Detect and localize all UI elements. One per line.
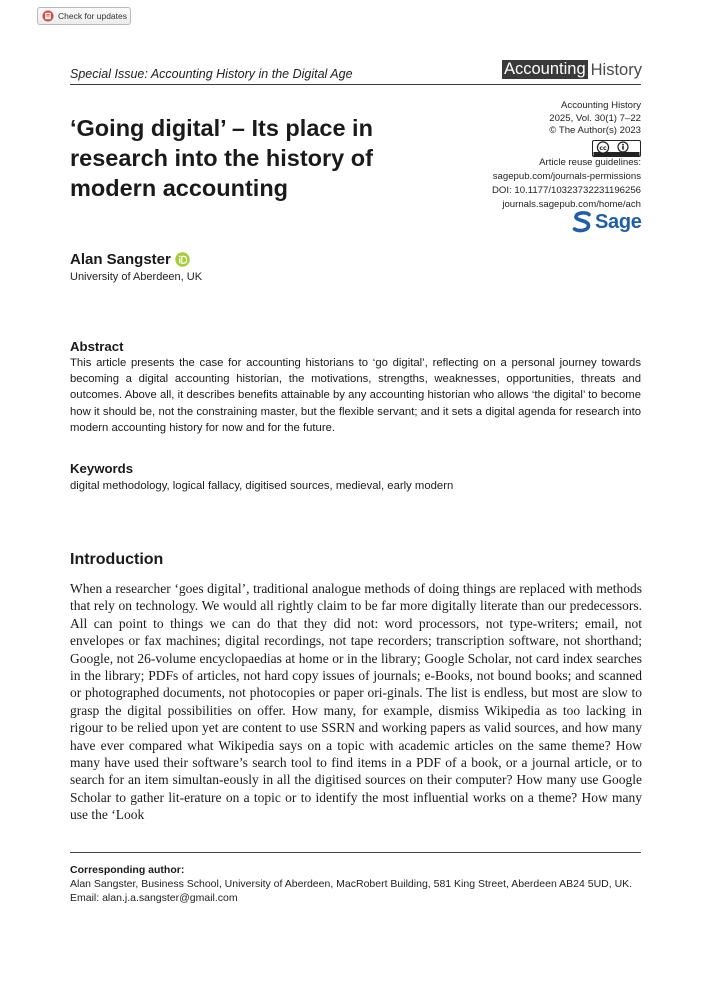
meta-journal: Accounting History xyxy=(561,100,641,111)
creative-commons-icon xyxy=(592,140,641,157)
article-meta xyxy=(549,100,641,138)
orcid-icon[interactable] xyxy=(175,252,190,267)
special-issue-label: Special Issue: Accounting History in the Digital Age xyxy=(70,67,353,81)
corresponding-email[interactable]: Email: alan.j.a.sangster@gmail.com xyxy=(70,891,238,904)
sage-logo-icon xyxy=(572,211,592,233)
abstract-text: This article presents the case for accounting historians to ‘go digital’, reflecting on a personal journey towards becoming a digital accounting historian, the motivations, strengths, weaknesses, opportunities, threats and outcomes. Above all, it describes benefits attainable by any accounting historian who allows ‘the digital’ to become how it should be, not the constraining master, but the flexible servant; and it sets a digital agenda for research into modern accounting history for now and for the future. xyxy=(70,357,641,434)
corresponding-address: Alan Sangster, Business School, University of Aberdeen, MacRobert Building, 581 King Street, Aberdeen AB24 5UD, UK. xyxy=(70,878,633,890)
abstract-heading: Abstract xyxy=(70,339,124,354)
author-name: Alan Sangster xyxy=(70,251,171,268)
sage-logo xyxy=(572,211,642,233)
meta-volume: 2025, Vol. 30(1) 7–22 xyxy=(549,112,641,124)
check-for-updates-button[interactable] xyxy=(37,7,131,25)
keywords-heading: Keywords xyxy=(70,461,134,476)
introduction-heading: Introduction xyxy=(70,551,164,568)
doi-link[interactable]: DOI: 10.1177/10323732231196256 xyxy=(491,185,641,196)
reuse-link[interactable]: sagepub.com/journals-permissions xyxy=(492,171,641,182)
keywords-text: digital methodology, logical fallacy, digitised sources, medieval, early modern xyxy=(70,480,454,492)
header-divider xyxy=(70,84,641,85)
corresponding-author-details xyxy=(70,878,632,906)
introduction-text: When a researcher ‘goes digital’, traditional analogue methods of doing things are replaced with methods that rely on technology. We would all rightly claim to be far more digitally literate than our predecessors. All can point to things we can do that they did not: word processors, not type-writers; email, not envelopes or fax machines; digital recordings, not tape recorders; transcription software, not shorthand; Google, not 26-volume encyclopaedias at home or in the library; Google Scholar, not card index searches in the library; PDFs of articles, not hard copy issues of journals; e-Books, not bound books; and scanned or photographed documents, not photocopies or paper ori-ginals. The list is endless, but most are slow to grasp the digital possibilities on offer. How many, for example, dismiss Wikipedia as too lacking in rigour to be relied upon yet are content to use SSRN and working papers as valid sources, and how many have ever compared what Wikipedia says on a topic with academic articles on the same theme? How many have used their software’s search tool to find items in a PDF of a book, or a journal article, or to search for an item simultan-eously in all the digitised sources on their computer? How many use Google Scholar to gather lit-erature on a topic or to identify the most influential works on a theme? How many use the ‘Look xyxy=(70,581,642,823)
article-meta-links xyxy=(492,156,641,212)
journal-brand-logo xyxy=(502,60,642,79)
author-block xyxy=(70,251,190,268)
check-for-updates-icon xyxy=(42,10,54,22)
reuse-label: Article reuse guidelines: xyxy=(539,157,641,168)
svg-text:cc: cc xyxy=(599,145,607,152)
author-affiliation: University of Aberdeen, UK xyxy=(70,271,203,283)
corresponding-author-heading: Corresponding author: xyxy=(70,864,185,876)
footnote-divider xyxy=(70,852,641,853)
journal-brand-rest: History xyxy=(590,60,642,79)
journal-brand-box: Accounting xyxy=(504,60,586,78)
meta-copyright: © The Author(s) 2023 xyxy=(549,125,641,137)
article-title: ‘Going digital’ – Its place in research into the history of modern accounting xyxy=(70,115,373,201)
sage-logo-text: Sage xyxy=(595,211,642,233)
journal-url-link[interactable]: journals.sagepub.com/home/ach xyxy=(502,199,641,210)
check-for-updates-label: Check for updates xyxy=(58,11,127,21)
